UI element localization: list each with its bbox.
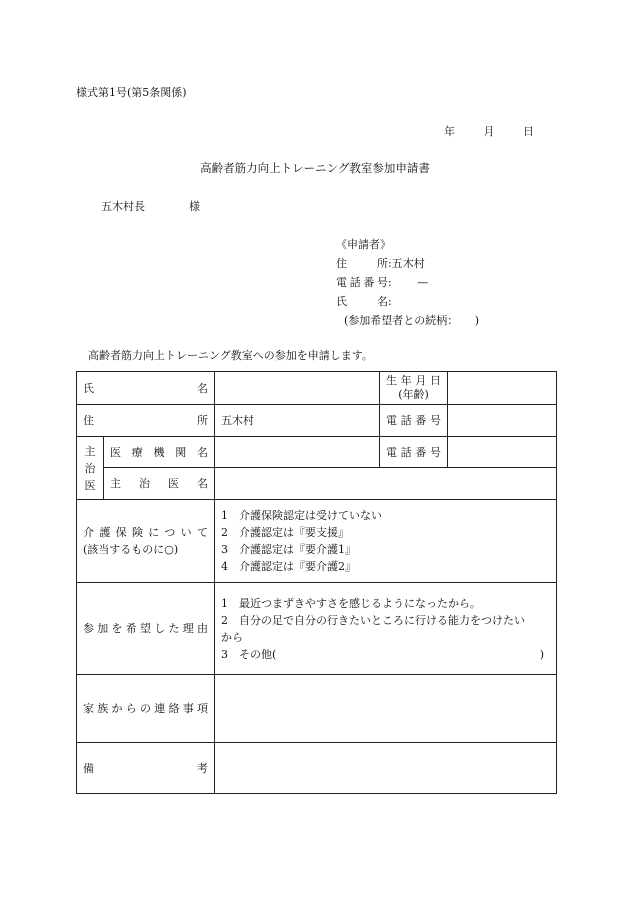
row-reason bbox=[77, 583, 557, 675]
applicant-address-label: 住 所 bbox=[336, 257, 388, 270]
reason-option-2[interactable]: 2 自分の足で自分の行きたいところに行ける能力をつけたい bbox=[221, 613, 525, 627]
name-label: 氏名 bbox=[77, 372, 215, 405]
address-label: 住所 bbox=[77, 405, 215, 437]
remarks-field[interactable] bbox=[215, 743, 557, 794]
applicant-phone-row bbox=[336, 273, 479, 292]
institution-phone-field[interactable] bbox=[448, 437, 557, 468]
insurance-option-2[interactable]: 2 介護認定は『要支援』 bbox=[221, 526, 349, 539]
birth-label-age: (年齢) bbox=[398, 388, 429, 401]
doctor-group-label bbox=[77, 437, 104, 500]
birth-label-main: 生年月日 bbox=[386, 374, 441, 387]
recipient-name: 五木村長 bbox=[101, 200, 145, 213]
reason-option-2-cont: から bbox=[221, 630, 243, 644]
applicant-name-label: 氏 名 bbox=[336, 295, 388, 308]
applicant-phone-label: 電話番号 bbox=[336, 276, 388, 289]
phone-label: 電話番号 bbox=[380, 405, 448, 437]
applicant-name-value: : bbox=[388, 295, 392, 308]
insurance-option-4[interactable]: 4 介護認定は『要介護2』 bbox=[221, 560, 356, 573]
doctor-group-char-3: 医 bbox=[84, 478, 96, 492]
date-line bbox=[444, 123, 534, 139]
reason-option-other[interactable] bbox=[221, 646, 550, 663]
insurance-label bbox=[77, 500, 215, 583]
applicant-address-value: :五木村 bbox=[388, 257, 425, 270]
birth-field[interactable] bbox=[448, 372, 557, 405]
insurance-label-note: (該当するものに○) bbox=[83, 543, 179, 556]
applicant-heading: 《申請者》 bbox=[336, 238, 391, 251]
reason-label: 参加を希望した理由 bbox=[77, 583, 215, 675]
reason-other-label: 3 その他( bbox=[221, 647, 277, 661]
intro-text: 高齢者筋力向上トレーニング教室への参加を申請します。 bbox=[88, 349, 373, 362]
date-month: 月 bbox=[483, 125, 495, 138]
institution-label: 医療機関名 bbox=[104, 437, 215, 468]
applicant-phone-value: : — bbox=[388, 276, 429, 289]
doctor-group-char-1: 主 bbox=[84, 444, 96, 458]
name-field[interactable] bbox=[215, 372, 380, 405]
applicant-name-row bbox=[336, 292, 479, 311]
row-institution bbox=[77, 437, 557, 468]
row-address bbox=[77, 405, 557, 437]
remarks-label: 備考 bbox=[77, 743, 215, 794]
row-doctor bbox=[77, 468, 557, 500]
institution-phone-label: 電話番号 bbox=[380, 437, 448, 468]
address-field[interactable]: 五木村 bbox=[215, 405, 380, 437]
application-table bbox=[76, 371, 557, 794]
recipient bbox=[101, 198, 200, 214]
insurance-label-main: 介護保険について bbox=[83, 526, 208, 539]
reason-options bbox=[215, 583, 557, 675]
applicant-relationship: (参加希望者との続柄： ) bbox=[344, 314, 480, 327]
institution-field[interactable] bbox=[215, 437, 380, 468]
reason-other-close: ) bbox=[539, 647, 544, 661]
doctor-field[interactable] bbox=[215, 468, 557, 500]
insurance-option-1[interactable]: 1 介護保険認定は受けていない bbox=[221, 509, 382, 522]
date-day: 日 bbox=[523, 125, 534, 138]
phone-field[interactable] bbox=[448, 405, 557, 437]
insurance-options bbox=[215, 500, 557, 583]
insurance-option-3[interactable]: 3 介護認定は『要介護1』 bbox=[221, 543, 356, 556]
row-name bbox=[77, 372, 557, 405]
row-remarks bbox=[77, 743, 557, 794]
recipient-honorific: 様 bbox=[189, 200, 200, 213]
date-year: 年 bbox=[444, 125, 455, 138]
family-label: 家族からの連絡事項 bbox=[77, 675, 215, 743]
row-family bbox=[77, 675, 557, 743]
doctor-group-char-2: 治 bbox=[84, 461, 96, 475]
family-field[interactable] bbox=[215, 675, 557, 743]
applicant-address-row bbox=[336, 254, 479, 273]
reason-option-1[interactable]: 1 最近つまずきやすさを感じるようになったから。 bbox=[221, 596, 481, 610]
form-number: 様式第1号(第5条関係) bbox=[76, 86, 187, 99]
birth-label bbox=[380, 372, 448, 405]
row-insurance bbox=[77, 500, 557, 583]
doctor-label: 主治医名 bbox=[104, 468, 215, 500]
document-title: 高齢者筋力向上トレーニング教室参加申請書 bbox=[200, 161, 430, 175]
applicant-block bbox=[336, 235, 479, 330]
